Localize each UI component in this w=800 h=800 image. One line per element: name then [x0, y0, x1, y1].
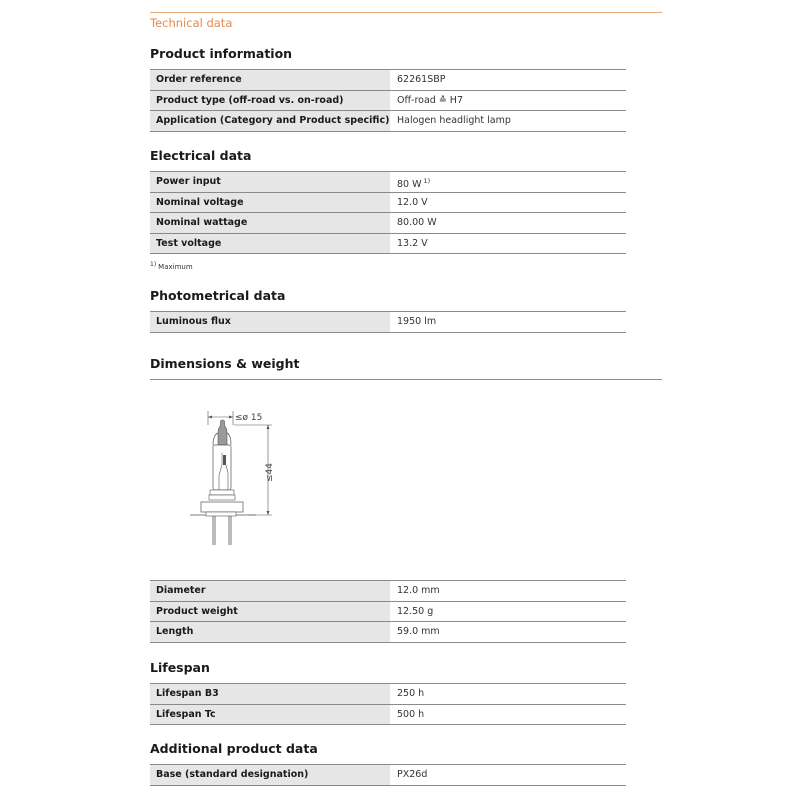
dimensions-weight-title: Dimensions & weight [150, 356, 300, 371]
row-label: Order reference [150, 70, 390, 90]
product-information-table [150, 69, 626, 132]
electrical-data-title: Electrical data [150, 148, 252, 163]
table-row [150, 312, 626, 333]
row-label: Luminous flux [150, 312, 390, 332]
row-label: Test voltage [150, 234, 390, 254]
additional-product-data-title: Additional product data [150, 741, 318, 756]
table-row [150, 684, 626, 705]
lifespan-table [150, 683, 626, 725]
row-value: 59.0 mm [397, 626, 440, 637]
bulb-cap-icon [218, 420, 227, 445]
table-row [150, 622, 626, 643]
row-value: 62261SBP [397, 74, 446, 85]
row-value: 250 h [397, 688, 425, 699]
row-value: 13.2 V [397, 237, 428, 249]
table-row [150, 172, 626, 193]
table-row [150, 91, 626, 112]
row-value: 12.0 V [397, 196, 428, 208]
height-label: ≤44 [265, 463, 275, 482]
table-row [150, 581, 626, 602]
row-value [390, 172, 626, 192]
row-label: Product type (off-road vs. on-road) [150, 91, 390, 111]
row-label: Application (Category and Product specific) [150, 111, 390, 131]
row-value: 500 h [397, 708, 425, 720]
electrical-data-table [150, 171, 626, 254]
row-value: Halogen headlight lamp [397, 115, 511, 126]
row-label: Base (standard designation) [150, 765, 390, 785]
footnote [150, 261, 193, 271]
value-text: 80 W [397, 179, 422, 190]
table-row [150, 111, 626, 132]
diameter-label: ≤ø 15 [235, 413, 263, 423]
row-label: Diameter [150, 581, 390, 601]
table-row [150, 602, 626, 623]
row-label: Power input [150, 172, 390, 192]
section-kicker: Technical data [150, 16, 233, 30]
dimensions-divider [150, 379, 662, 380]
row-value: 80.00 W [397, 217, 437, 228]
bulb-dimension-drawing [184, 405, 284, 550]
footnote-text: Maximum [158, 263, 193, 271]
photometrical-data-title: Photometrical data [150, 288, 286, 303]
additional-product-data-table [150, 764, 626, 786]
dimensions-weight-table [150, 580, 626, 643]
table-row [150, 765, 626, 786]
table-row [150, 213, 626, 234]
table-row [150, 193, 626, 214]
row-value: 12.0 mm [397, 585, 440, 596]
top-divider [150, 12, 662, 13]
row-label: Lifespan B3 [150, 684, 390, 704]
row-value: 1950 lm [397, 316, 437, 327]
product-information-title: Product information [150, 46, 293, 61]
row-value: PX26d [397, 769, 428, 780]
row-label: Lifespan Tc [150, 705, 390, 725]
row-label: Nominal voltage [150, 193, 390, 213]
row-value: Off-road ≙ H7 [397, 94, 463, 106]
table-row [150, 70, 626, 91]
table-row [150, 234, 626, 255]
bulb-base [201, 502, 243, 512]
row-label: Nominal wattage [150, 213, 390, 233]
table-row [150, 705, 626, 726]
bulb-glass [213, 445, 231, 490]
row-label: Product weight [150, 602, 390, 622]
photometrical-data-table [150, 311, 626, 333]
footnote-marker: 1) [423, 177, 431, 185]
row-value: 12.50 g [397, 605, 434, 617]
footnote-mark: 1) [150, 261, 157, 268]
row-label: Length [150, 622, 390, 642]
lifespan-title: Lifespan [150, 660, 210, 675]
